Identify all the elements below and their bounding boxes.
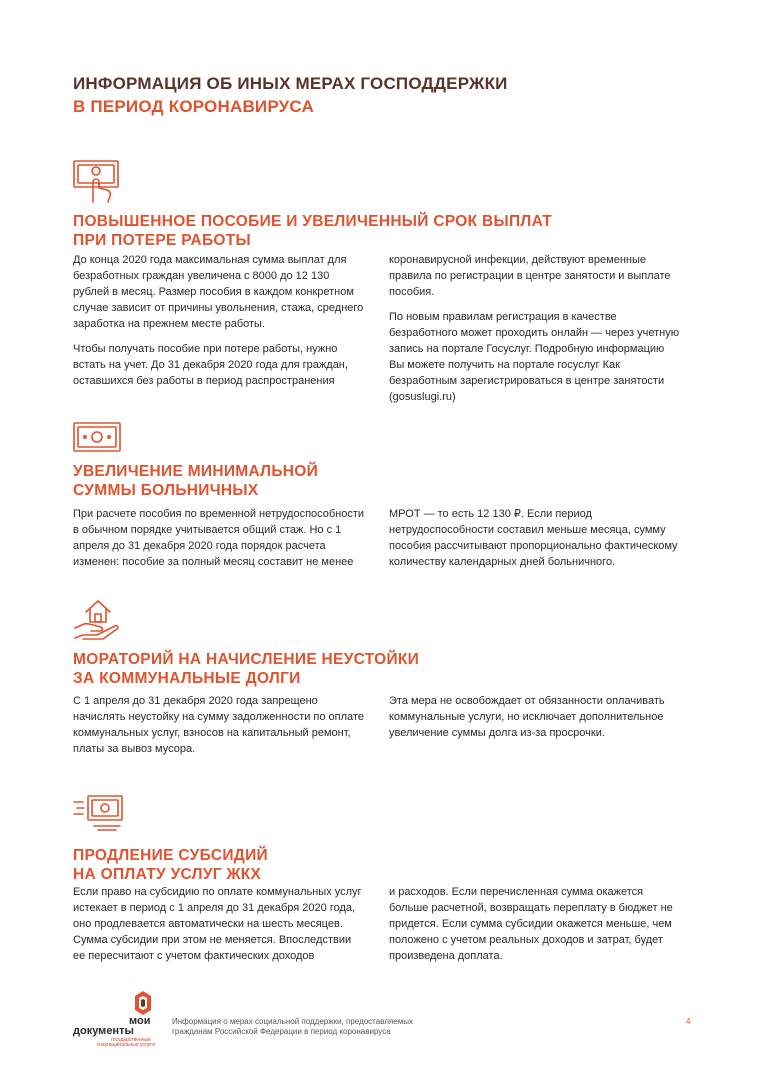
section-moratorium-right-column: Эта мера не освобождает от обязанности оплачивать коммунальные услуги, но исключает дополнительное увеличение суммы долга из-за просрочки.	[389, 695, 665, 739]
section-subsidies-left-column: Если право на субсидию по оплате коммунальных услуг истекает в период с 1 апреля до 31 декабря 2020 года, оно продлевается автоматически на шесть месяцев. Сумма субсидии при этом не меняется. Впоследствии ее пересчитают с учетом фактических доходов	[73, 886, 362, 962]
logo-subtitle-line1: государственные	[111, 1037, 151, 1043]
section-title-subsidies: ПРОДЛЕНИЕ СУБСИДИЙ НА ОПЛАТУ УСЛУГ ЖКХ	[73, 847, 268, 883]
banknote-icon	[72, 420, 122, 454]
house-in-hand-icon	[72, 594, 122, 642]
logo-word-moi: мои	[129, 1015, 151, 1027]
flying-money-icon	[72, 790, 126, 834]
page-title-line1: ИНФОРМАЦИЯ ОБ ИНЫХ МЕРАХ ГОСПОДДЕРЖКИ	[73, 74, 508, 93]
footer-caption: Информация о мерах социальной поддержки, предоставляемых гражданам Российской Федерации в период коронавируса	[172, 1017, 413, 1036]
section-unemployment-right-column: коронавирусной инфекции, действуют временные правила по регистрации в центре занятости и выплате пособия. По новым правилам регистрация в качестве безработного может проходить онлайн — через учетную запись на портале Госуслуг. Подробную информацию Вы можете получить на портале госуслуг Как безработным зарегистрироваться в центре занятости (gosuslugi.ru)	[389, 254, 680, 403]
logo-word-dokumenty: документы	[73, 1025, 134, 1037]
section-moratorium-left-column: С 1 апреля до 31 декабря 2020 года запрещено начислять неустойку на сумму задолженности по оплате коммунальных услуг, взносов на капитальный ремонт, платы за вывоз мусора.	[73, 695, 364, 755]
page-title	[73, 72, 508, 118]
section-unemployment-left-column: До конца 2020 года максимальная сумма выплат для безработных граждан увеличена с 8000 до 12 130 рублей в месяц. Размер пособия в каждом конкретном случае зависит от причины увольнения, стажа, среднего заработка на прежнем месте работы. Чтобы получать пособие при потере работы, нужно встать на учет. До 31 декабря 2020 года для граждан, оставшихся без работы в период распространения	[73, 254, 364, 387]
hand-money-icon	[72, 158, 122, 204]
page-number: 4	[686, 1017, 691, 1026]
my-documents-logo	[73, 990, 163, 1048]
logo-mark-icon	[131, 990, 153, 1016]
page-title-line2: В ПЕРИОД КОРОНАВИРУСА	[73, 97, 314, 116]
section-title-sick-leave: УВЕЛИЧЕНИЕ МИНИМАЛЬНОЙ СУММЫ БОЛЬНИЧНЫХ	[73, 463, 319, 499]
logo-subtitle-line2: и муниципальные услуги	[97, 1042, 155, 1048]
section-subsidies-right-column: и расходов. Если перечисленная сумма окажется больше расчетной, возвращать переплату в бюджет не придется. Если сумма субсидии окажется меньше, чем положено с учетом реальных доходов и затрат, будет произведена доплата.	[389, 886, 673, 962]
section-title-unemployment: ПОВЫШЕННОЕ ПОСОБИЕ И УВЕЛИЧЕННЫЙ СРОК ВЫПЛАТ ПРИ ПОТЕРЕ РАБОТЫ	[73, 213, 553, 249]
section-sick-leave-right-column: МРОТ — то есть 12 130 ₽. Если период нетрудоспособности составил меньше месяца, сумму пособия рассчитывают пропорционально фактическому количеству календарных дней больничного.	[389, 508, 678, 568]
section-sick-leave-left-column: При расчете пособия по временной нетрудоспособности в обычном порядке учитывается общий стаж. Но с 1 апреля до 31 декабря 2020 года порядок расчета изменен: пособие за полный месяц составит не менее	[73, 508, 365, 568]
section-title-moratorium: МОРАТОРИЙ НА НАЧИСЛЕНИЕ НЕУСТОЙКИ ЗА КОММУНАЛЬНЫЕ ДОЛГИ	[73, 651, 420, 687]
